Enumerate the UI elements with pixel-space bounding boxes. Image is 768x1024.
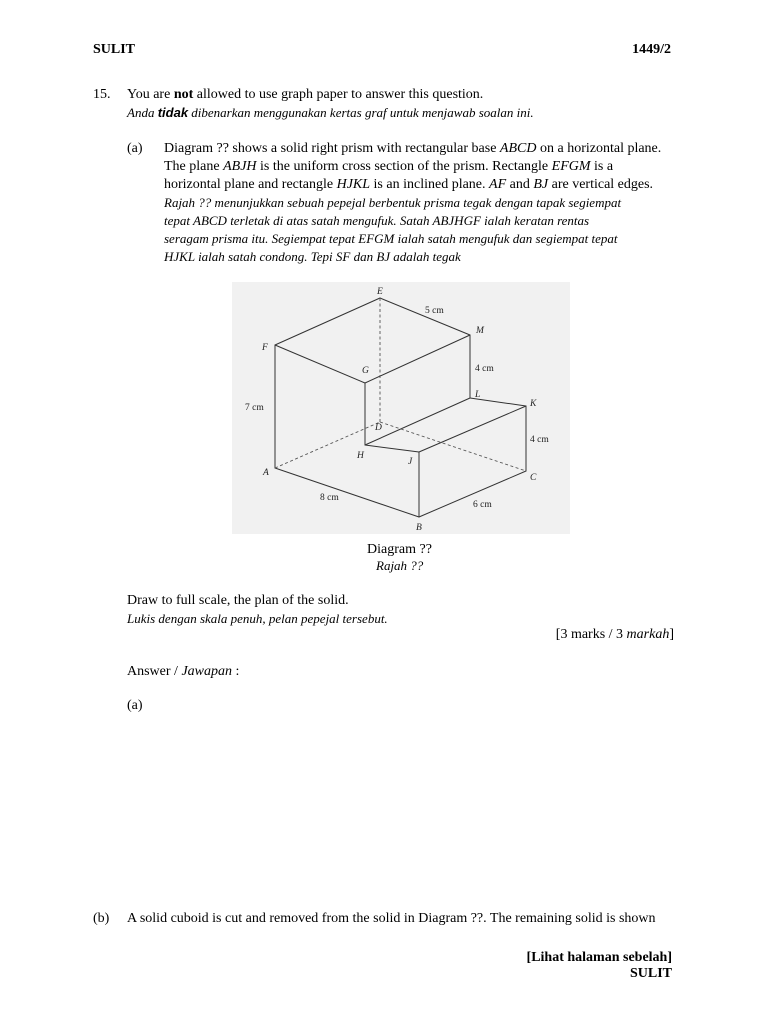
vertex-j-label: J — [408, 457, 413, 467]
question-instruction-ms: Anda tidak dibenarkan menggunakan kertas graf untuk menjawab soalan ini. — [127, 105, 534, 120]
edge-gm — [365, 335, 470, 383]
vertex-f-label: F — [262, 343, 268, 353]
diagram-caption-en: Diagram ?? — [367, 542, 432, 557]
vertex-e-label: E — [377, 287, 383, 297]
dimension-bc-label: 6 cm — [473, 500, 492, 510]
vertex-l-label: L — [475, 390, 481, 400]
edge-hj — [365, 445, 419, 452]
header-paper-code: 1449/2 — [632, 42, 671, 57]
part-a-label: (a) — [127, 141, 143, 156]
part-a-text-ms-3: seragam prisma itu. Segiempat tepat EFGM ialah satah mengufuk dan segiempat tepat — [164, 231, 618, 246]
dimension-kc-label: 4 cm — [530, 435, 549, 445]
part-a-text-en-3: horizontal plane and rectangle HJKL is an inclined plane. AF and BJ are vertical edges. — [164, 177, 654, 192]
edge-em — [380, 298, 470, 335]
question-number: 15. — [93, 87, 111, 102]
edge-fe — [275, 298, 380, 345]
part-a-text-ms-2: tepat ABCD terletak di atas satah mengufuk. Satah ABJHGF ialah keratan rentas — [164, 213, 590, 228]
vertex-d-label: D — [375, 423, 382, 433]
prism-figure — [232, 282, 570, 534]
instruction-en: Draw to full scale, the plan of the solid. — [127, 593, 349, 608]
dimension-ab-label: 8 cm — [320, 493, 339, 503]
vertex-c-label: C — [530, 473, 537, 483]
footer-sulit: SULIT — [629, 966, 672, 981]
vertex-k-label: K — [530, 399, 537, 409]
vertex-m-label: M — [476, 326, 484, 336]
instruction-ms: Lukis dengan skala penuh, pelan pepejal tersebut. — [127, 611, 388, 626]
part-a-text-ms-1: Rajah ?? menunjukkan sebuah pepejal berbentuk prisma tegak dengan tapak segiempat — [164, 195, 622, 210]
part-a-text-en-2: The plane ABJH is the uniform cross section of the prism. Rectangle EFGM is a — [164, 159, 614, 174]
vertex-h-label: H — [357, 451, 364, 461]
header-sulit: SULIT — [93, 42, 136, 57]
vertex-b-label: B — [416, 523, 422, 533]
dimension-ml-label: 4 cm — [475, 364, 494, 374]
question-instruction-en: You are not allowed to use graph paper to answer this question. — [127, 87, 484, 102]
hidden-edge-ad — [275, 422, 380, 468]
prism-diagram — [232, 282, 570, 534]
footer-turn-page: [Lihat halaman sebelah] — [526, 950, 672, 965]
marks-allocation: [3 marks / 3 markah] — [555, 627, 674, 642]
vertex-g-label: G — [362, 366, 369, 376]
diagram-caption-ms: Rajah ?? — [376, 558, 424, 573]
edge-jk — [419, 406, 526, 452]
edge-bc — [419, 471, 526, 517]
part-a-text-en-1: Diagram ?? shows a solid right prism with rectangular base ABCD on a horizontal plane. — [164, 141, 662, 156]
edge-ab — [275, 468, 419, 517]
answer-part-a-label: (a) — [127, 698, 143, 713]
part-a-text-ms-4: HJKL ialah satah condong. Tepi SF dan BJ adalah tegak — [164, 249, 461, 264]
vertex-a-label: A — [263, 468, 269, 478]
part-b-text: A solid cuboid is cut and removed from the solid in Diagram ??. The remaining solid is shown — [127, 911, 656, 926]
edge-lh — [365, 398, 470, 445]
hidden-edge-dc — [380, 422, 526, 471]
dimension-em-label: 5 cm — [425, 306, 444, 316]
part-b-label: (b) — [93, 911, 110, 926]
answer-label: Answer / Jawapan : — [127, 664, 240, 679]
edge-fg — [275, 345, 365, 383]
dimension-af-label: 7 cm — [245, 403, 264, 413]
